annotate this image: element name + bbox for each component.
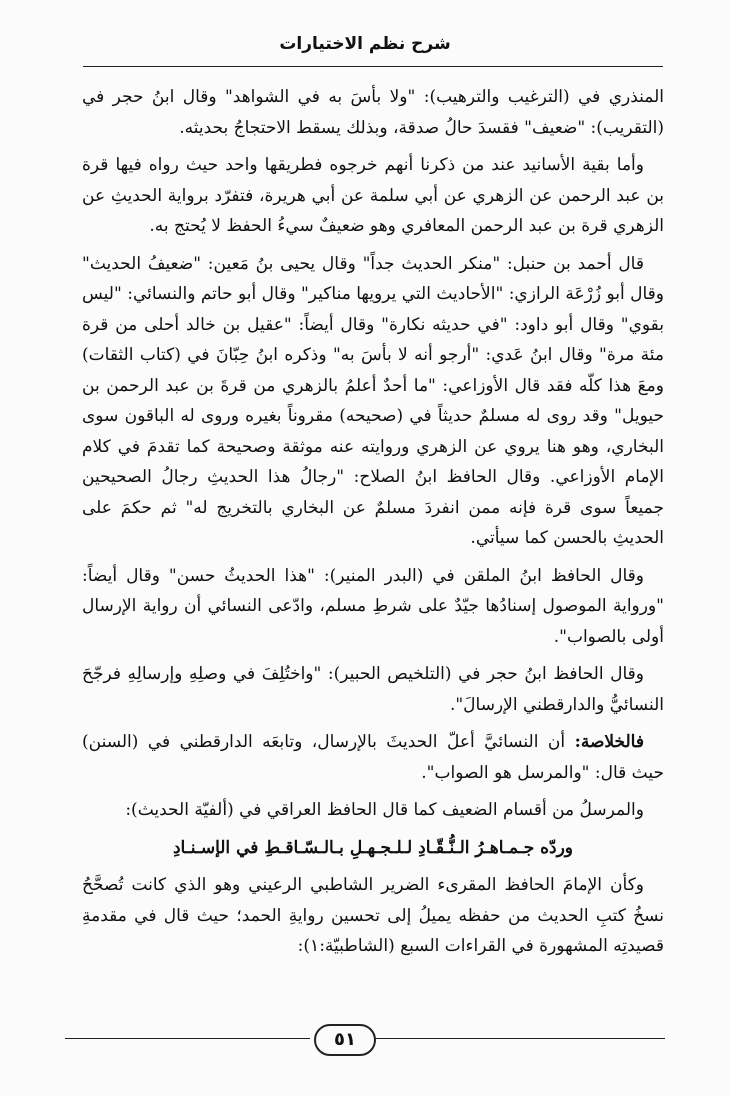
paragraph-3: قال أحمد بن حنبل: "منكر الحديث جداً" وقال يحيى بنُ مَعين: "ضعيفُ الحديث" وقال أبو زُرْعَة الرازي: "الأحاديث التي يرويها مناكير" وقال أبو حاتم والنسائي: "ليس بقوي" وقال أبو داود: "في حديثه نكارة" وقال أيضاً: "عقيل بن خالد أحلى من قرة مئة مرة" وقال ابنُ عَدي: "أرجو أنه لا بأسَ به" وذكره ابنُ حِبّانَ في (كتاب الثقات) ومعَ هذا كلّه فقد قال الأوزاعي: "ما أحدٌ أعلمُ بالزهري من قرةَ بن عبد الرحمن بن حيويل" وقد روى له مسلمٌ حديثاً في (صحيحه) مقروناً بغيره وروى له الباقون سوى البخاري، وهو هنا يروي عن الزهري وروايته عنه موثقة وصحيحة كما تقدمَ في كلام الإمام الأوزاعي. وقال الحافظ ابنُ الصلاح: "رجالُ هذا الحديثِ رجالُ الصحيحين جميعاً سوى قرة فإنه ممن انفردَ مسلمٌ عن البخاري بالتخريج له" ثم حكمَ على الحديثِ بالحسن كما سيأتي. — [82, 253, 664, 548]
conclusion-text: أن النسائيَّ أعلّ الحديثَ بالإرسال، وتابعَه الدارقطني في (السنن) — [82, 732, 566, 752]
paragraph-1: المنذري في (الترغيب والترهيب): "ولا بأسَ به في الشواهد" وقال ابنُ حجر في (التقريب): "ضعيف" فقسدَ حالُ صدقة، وبذلك يسقط الاحتجاجُ بحديثه. — [82, 87, 664, 138]
paragraph-2: وأما بقية الأسانيد عند من ذكرنا أنهم خرجوه فطريقها واحد حيث رواه فيها قرة بن عبد الرحمن عن الزهري عن أبي سلمة عن أبي هريرة، فتفرّد برواية الحديثِ عن الزهري قرة بن عبد الرحمن المعافري وهو ضعيفٌ سيءُ الحفظ لا يُحتج به. — [82, 155, 664, 236]
footer-rule-left — [65, 1038, 310, 1039]
running-header: شرح نظم الاختيارات — [279, 34, 451, 54]
body-text — [82, 82, 664, 969]
paragraph-5: وقال الحافظ ابنُ حجر في (التلخيص الحبير): "واختُلِفَ في وصلِهِ وإرسالِهِ فرجّحَ النسائيُّ والدارقطني الإرسالَ". — [82, 664, 664, 715]
paragraph-4: وقال الحافظ ابنُ الملقن في (البدر المنير): "هذا الحديثُ حسن" وقال أيضاً: "ورواية الموصول إسنادُها جيّدٌ على شرطِ مسلم، وادّعى النسائي أن رواية الإرسال أولى بالصواب". — [82, 565, 664, 647]
conclusion-continuation: حيث قال: "والمرسل هو الصواب". — [421, 762, 664, 783]
conclusion-paragraph — [82, 727, 664, 788]
paragraph-8: وكأن الإمامَ الحافظ المقرىء الضرير الشاطبي الرعيني وهو الذي كانت تُصحَّحُ نسخُ كتبِ الحديث من حفظه يميلُ إلى تحسين روايةِ الحمد؛ حيث قال في مقدمةِ قصيدتِه المشهورة في القراءات السبع (الشاطبيّة:١): — [82, 875, 664, 956]
conclusion-label: فالخلاصة: — [574, 732, 644, 752]
poem-verse: وردّه جـمـاهـرُ الـنُّـقّـادِ لـلـجـهـلِ بـالـسّـاقـطِ في الإسـنـادِ — [172, 837, 574, 858]
footer-rule-right — [375, 1038, 665, 1039]
page-number: ٥١ — [314, 1024, 376, 1056]
paragraph-7: والمرسلُ من أقسام الضعيف كما قال الحافظ العراقي في (ألفيّة الحديث): — [125, 800, 644, 820]
header-rule — [83, 66, 663, 67]
